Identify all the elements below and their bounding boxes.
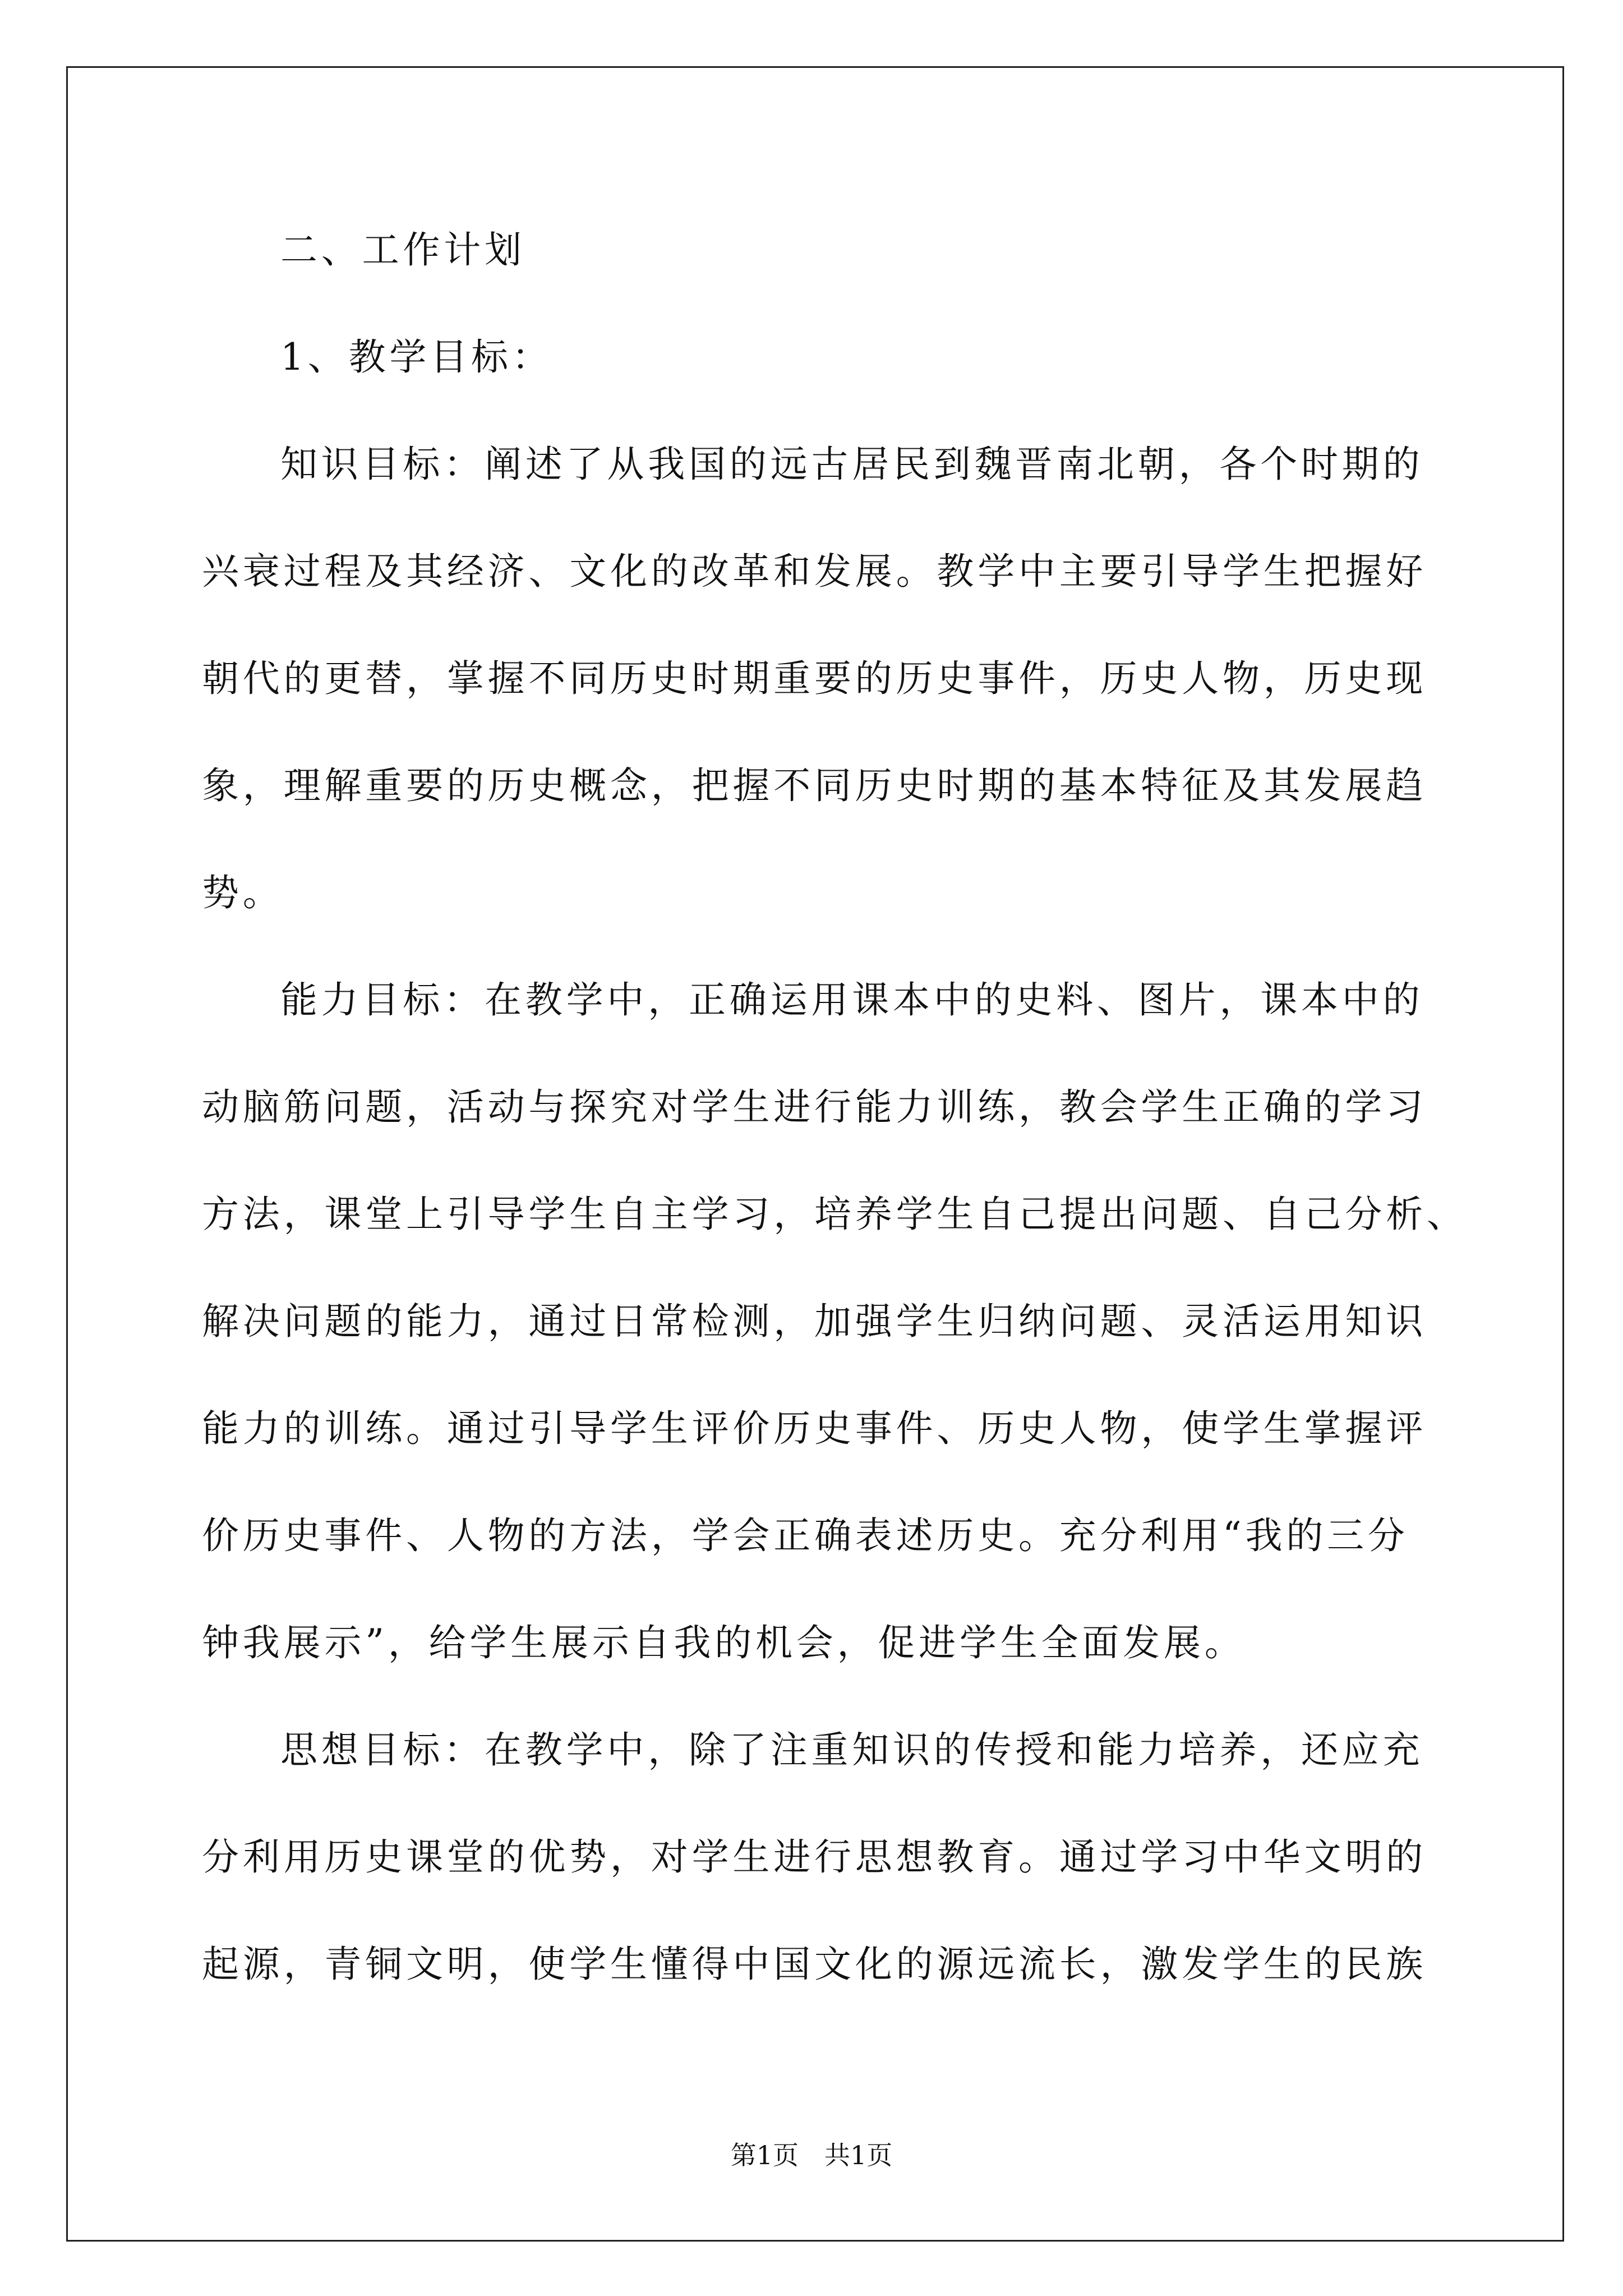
paragraph-line: 价历史事件、人物的方法，学会正确表述历史。充分利用“我的三分 xyxy=(202,1514,1409,1557)
paragraph-line: 兴衰过程及其经济、文化的改革和发展。教学中主要引导学生把握好 xyxy=(202,550,1427,593)
paragraph-ideology-goals xyxy=(202,1696,1537,2018)
paragraph-ability-goals xyxy=(202,946,1537,1696)
paragraph-line: 知识目标：阐述了从我国的远古居民到魏晋南北朝，各个时期的 xyxy=(280,443,1424,486)
paragraph-line: 钟我展示”，给学生展示自我的机会，促进学生全面发展。 xyxy=(202,1621,1246,1664)
paragraph-line: 象，理解重要的历史概念，把握不同历史时期的基本特征及其发展趋 xyxy=(202,764,1427,807)
paragraph-line: 能力目标：在教学中，正确运用课本中的史料、图片，课本中的 xyxy=(280,978,1424,1022)
paragraph-line: 解决问题的能力，通过日常检测，加强学生归纳问题、灵活运用知识 xyxy=(202,1300,1427,1343)
section-heading: 二、工作计划 xyxy=(280,228,525,272)
paragraph-line: 势。 xyxy=(202,871,284,914)
page-number-footer: 第1页 共1页 xyxy=(730,2140,893,2170)
paragraph-line: 能力的训练。通过引导学生评价历史事件、历史人物，使学生掌握评 xyxy=(202,1407,1427,1450)
document-body xyxy=(202,196,1537,2018)
paragraph-line: 分利用历史课堂的优势，对学生进行思想教育。通过学习中华文明的 xyxy=(202,1835,1427,1879)
paragraph-line: 朝代的更替，掌握不同历史时期重要的历史事件，历史人物，历史现 xyxy=(202,657,1427,700)
paragraph-knowledge-goals xyxy=(202,411,1537,946)
paragraph-line: 方法，课堂上引导学生自主学习，培养学生自己提出问题、自己分析、 xyxy=(202,1193,1468,1236)
paragraph-line: 起源，青铜文明，使学生懂得中国文化的源远流长，激发学生的民族 xyxy=(202,1943,1427,1986)
paragraph-line: 思想目标：在教学中，除了注重知识的传授和能力培养，还应充 xyxy=(280,1728,1424,1772)
paragraph-line: 动脑筋问题，活动与探究对学生进行能力训练，教会学生正确的学习 xyxy=(202,1085,1427,1129)
subsection-heading: 1、教学目标： xyxy=(280,335,553,379)
